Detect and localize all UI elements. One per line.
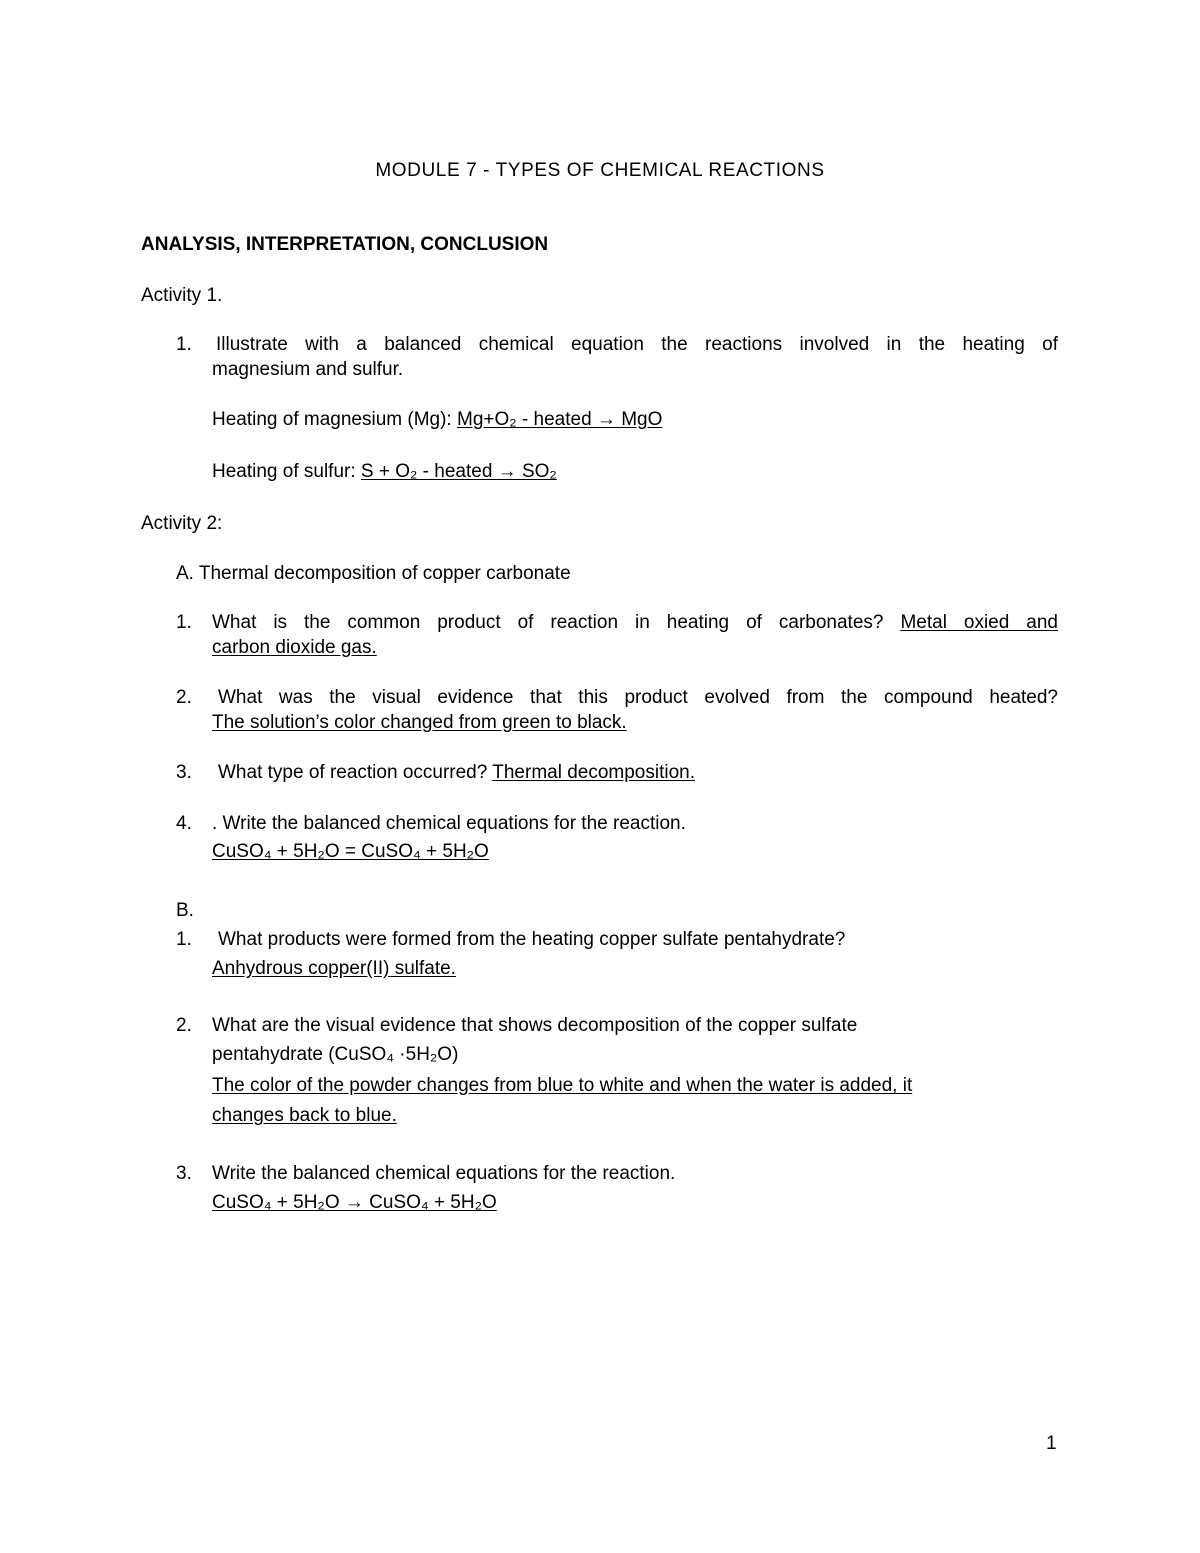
a3-answer: Thermal decomposition.: [492, 762, 696, 783]
activity-2-label: Activity 2:: [141, 513, 223, 534]
page-number: 1: [1046, 1433, 1057, 1454]
b3-number: 3.: [176, 1163, 192, 1184]
a4-answer: CuSO₄ + 5H₂O = CuSO₄ + 5H₂O: [212, 841, 489, 862]
b1-number: 1.: [176, 929, 192, 950]
b2-question-line2: pentahydrate (CuSO₄ ·5H₂O): [212, 1044, 459, 1065]
a1-question: What is the common product of reaction in heating of carbonates?: [212, 612, 901, 633]
sulfur-equation-line: [212, 460, 557, 484]
a4-question: . Write the balanced chemical equations for the reaction.: [212, 813, 686, 834]
b3-question: Write the balanced chemical equations for the reaction.: [212, 1163, 676, 1184]
sulfur-equation: S + O₂ - heated → SO₂: [360, 461, 557, 482]
a2-number: 2.: [176, 687, 192, 708]
b1-question: What products were formed from the heating copper sulfate pentahydrate?: [218, 929, 846, 950]
page-title: MODULE 7 - TYPES OF CHEMICAL REACTIONS: [375, 160, 825, 181]
sulfur-label: Heating of sulfur:: [212, 461, 361, 482]
magnesium-label: Heating of magnesium (Mg):: [212, 409, 457, 430]
a1-line1: [212, 611, 1058, 635]
a3-line: [218, 761, 695, 785]
part-a-heading: A. Thermal decomposition of copper carbonate: [176, 563, 571, 584]
b1-answer: Anhydrous copper(II) sulfate.: [212, 958, 456, 979]
magnesium-equation: Mg+O₂ - heated → MgO: [457, 409, 663, 430]
a4-number: 4.: [176, 813, 192, 834]
activity-1-label: Activity 1.: [141, 285, 223, 306]
magnesium-equation-line: [212, 408, 662, 432]
a2-answer: The solution’s color changed from green to black.: [212, 712, 627, 733]
a3-number: 3.: [176, 762, 192, 783]
a1-answer-part1: Metal oxied and: [900, 612, 1058, 633]
b2-answer-line2: changes back to blue.: [212, 1105, 397, 1126]
part-b-heading: B.: [176, 900, 194, 921]
a3-question: What type of reaction occurred?: [218, 762, 493, 783]
b3-answer: CuSO₄ + 5H₂O → CuSO₄ + 5H₂O: [212, 1192, 497, 1213]
a1-answer-part2: carbon dioxide gas.: [212, 637, 377, 658]
a2-question: What was the visual evidence that this product evolved from the compound heated?: [218, 687, 1058, 708]
activity-1-q1-line2: magnesium and sulfur.: [212, 359, 404, 380]
b2-answer-line1: The color of the powder changes from blue to white and when the water is added, it: [212, 1075, 913, 1096]
section-heading: ANALYSIS, INTERPRETATION, CONCLUSION: [141, 234, 549, 255]
a1-number: 1.: [176, 612, 192, 633]
b2-number: 2.: [176, 1015, 192, 1036]
activity-1-q1-number: 1.: [176, 334, 192, 355]
b2-question-line1: What are the visual evidence that shows decomposition of the copper sulfate: [212, 1015, 858, 1036]
activity-1-q1-line1: Illustrate with a balanced chemical equation the reactions involved in the heating of: [216, 334, 1058, 355]
